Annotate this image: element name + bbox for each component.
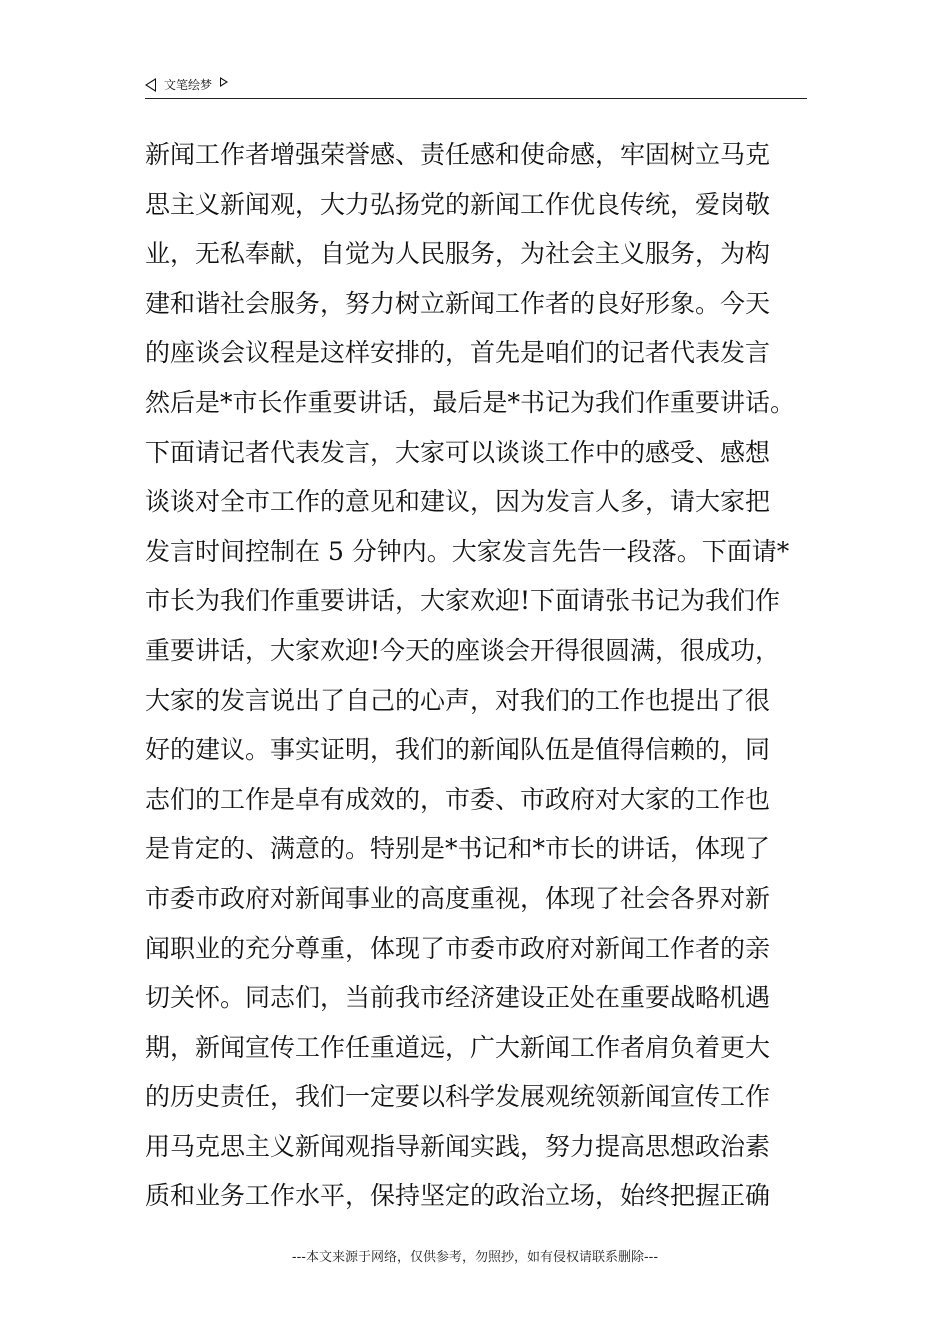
text-line: 发言时间控制在 5 分钟内。大家发言先告一段落。下面请*	[145, 536, 790, 566]
text-line: 切关怀。同志们，当前我市经济建设正处在重要战略机遇	[145, 983, 771, 1013]
left-triangle-icon	[145, 78, 156, 92]
text-line: 闻职业的充分尊重，体现了市委市政府对新闻工作者的亲	[145, 933, 771, 963]
text-line: 的座谈会议程是这样安排的，首先是咱们的记者代表发言	[145, 338, 771, 368]
text-line: 市长为我们作重要讲话，大家欢迎!下面请张书记为我们作	[145, 586, 781, 616]
text-line: 市委市政府对新闻事业的高度重视，体现了社会各界对新	[145, 883, 771, 913]
document-body	[145, 130, 815, 1221]
text-line: 谈谈对全市工作的意见和建议，因为发言人多，请大家把	[145, 487, 771, 517]
text-line: 新闻工作者增强荣誉感、责任感和使命感，牢固树立马克	[145, 140, 771, 169]
text-line: 质和业务工作水平，保持坚定的政治立场，始终把握正确	[145, 1181, 771, 1211]
text-line: 建和谐社会服务，努力树立新闻工作者的良好形象。今天	[145, 288, 771, 318]
text-line: 好的建议。事实证明，我们的新闻队伍是值得信赖的，同	[145, 735, 771, 765]
page-header	[145, 74, 807, 99]
text-line: 重要讲话，大家欢迎!今天的座谈会开得很圆满，很成功，	[145, 635, 781, 665]
right-triangle-icon	[220, 77, 228, 87]
header-inner	[145, 76, 228, 93]
text-line: 然后是*市长作重要讲话，最后是*书记为我们作重要讲话。	[145, 387, 796, 417]
text-line: 的历史责任，我们一定要以科学发展观统领新闻宣传工作	[145, 1082, 771, 1112]
text-line: 用马克思主义新闻观指导新闻实践，努力提高思想政治素	[145, 1131, 771, 1161]
page-footer: ---本文来源于网络，仅供参考，勿照抄，如有侵权请联系删除---	[291, 1250, 659, 1265]
header-title: 文笔绘梦	[164, 78, 213, 92]
text-line: 期，新闻宣传工作任重道远，广大新闻工作者肩负着更大	[145, 1032, 771, 1062]
text-line: 业，无私奉献，自觉为人民服务，为社会主义服务，为构	[145, 239, 771, 269]
text-line: 下面请记者代表发言，大家可以谈谈工作中的感受、感想	[145, 437, 771, 467]
text-line: 志们的工作是卓有成效的，市委、市政府对大家的工作也	[145, 784, 771, 814]
text-line: 大家的发言说出了自己的心声，对我们的工作也提出了很	[145, 685, 771, 715]
text-line: 思主义新闻观，大力弘扬党的新闻工作优良传统，爱岗敬	[145, 189, 771, 219]
text-line: 是肯定的、满意的。特别是*书记和*市长的讲话，体现了	[145, 834, 771, 864]
